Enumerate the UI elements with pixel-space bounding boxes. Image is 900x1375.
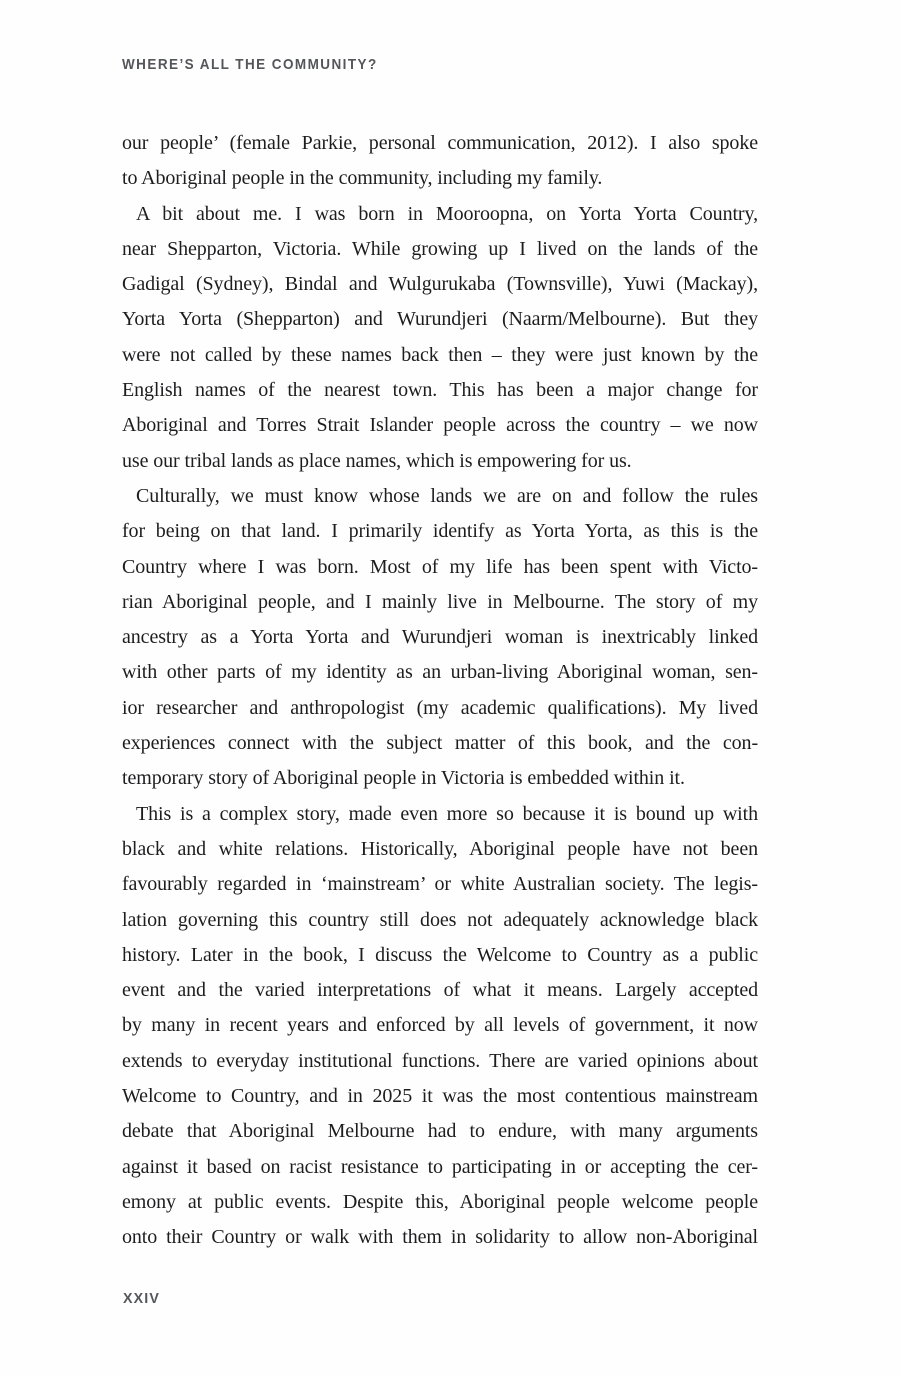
- text-line: use our tribal lands as place names, which is empowering for us.: [122, 449, 632, 472]
- text-line: Welcome to Country, and in 2025 it was the most contentious mainstream: [122, 1085, 758, 1108]
- text-line: event and the varied interpretations of what it means. Largely accepted: [122, 979, 758, 1002]
- text-line: extends to everyday institutional functions. There are varied opinions about: [122, 1049, 758, 1072]
- text-line: This is a complex story, made even more so because it is bound up with: [136, 802, 758, 825]
- paragraph: [122, 797, 758, 1256]
- paragraphs: [122, 126, 758, 1256]
- text-line: Culturally, we must know whose lands we are on and follow the rules: [136, 484, 758, 507]
- text-line: near Shepparton, Victoria. While growing up I lived on the lands of the: [122, 237, 758, 260]
- text-line: to Aboriginal people in the community, including my family.: [122, 167, 603, 190]
- page-number: XXIV: [123, 1290, 161, 1307]
- text-line: were not called by these names back then – they were just known by the: [122, 343, 758, 366]
- text-line: ior researcher and anthropologist (my academic qualifications). My lived: [122, 696, 758, 719]
- text-line: favourably regarded in ‘mainstream’ or white Australian society. The legis-: [122, 873, 758, 896]
- text-line: Yorta Yorta (Shepparton) and Wurundjeri (Naarm/Melbourne). But they: [122, 308, 758, 331]
- text-line: debate that Aboriginal Melbourne had to endure, with many arguments: [122, 1120, 758, 1143]
- running-header: WHERE’S ALL THE COMMUNITY?: [122, 56, 378, 73]
- text-line: black and white relations. Historically, Aboriginal people have not been: [122, 837, 758, 860]
- text-line: temporary story of Aboriginal people in Victoria is embedded within it.: [122, 767, 685, 790]
- text-line: ancestry as a Yorta Yorta and Wurundjeri woman is inextricably linked: [122, 626, 758, 649]
- paragraph: [122, 479, 758, 797]
- text-line: with other parts of my identity as an urban-living Aboriginal woman, sen-: [122, 661, 758, 684]
- text-line: rian Aboriginal people, and I mainly live in Melbourne. The story of my: [122, 590, 758, 613]
- text-line: lation governing this country still does not adequately acknowledge black: [122, 908, 758, 931]
- text-line: Aboriginal and Torres Strait Islander people across the country – we now: [122, 414, 758, 437]
- text-line: for being on that land. I primarily identify as Yorta Yorta, as this is the: [122, 520, 758, 543]
- text-line: against it based on racist resistance to participating in or accepting the cer-: [122, 1155, 758, 1178]
- text-line: Gadigal (Sydney), Bindal and Wulgurukaba (Townsville), Yuwi (Mackay),: [122, 273, 758, 296]
- text-line: by many in recent years and enforced by all levels of government, it now: [122, 1014, 758, 1037]
- paragraph: [122, 197, 758, 479]
- text-line: experiences connect with the subject matter of this book, and the con-: [122, 732, 758, 755]
- paragraph: [122, 126, 758, 197]
- page-body: [122, 126, 758, 1256]
- text-line: Country where I was born. Most of my life has been spent with Victo-: [122, 555, 758, 578]
- text-line: A bit about me. I was born in Mooroopna, on Yorta Yorta Country,: [136, 202, 758, 225]
- text-line: onto their Country or walk with them in solidarity to allow non-Aboriginal: [122, 1226, 758, 1249]
- text-line: history. Later in the book, I discuss the Welcome to Country as a public: [122, 943, 758, 966]
- text-line: English names of the nearest town. This has been a major change for: [122, 379, 758, 402]
- text-line: emony at public events. Despite this, Aboriginal people welcome people: [122, 1190, 758, 1213]
- text-line: our people’ (female Parkie, personal communication, 2012). I also spoke: [122, 132, 758, 154]
